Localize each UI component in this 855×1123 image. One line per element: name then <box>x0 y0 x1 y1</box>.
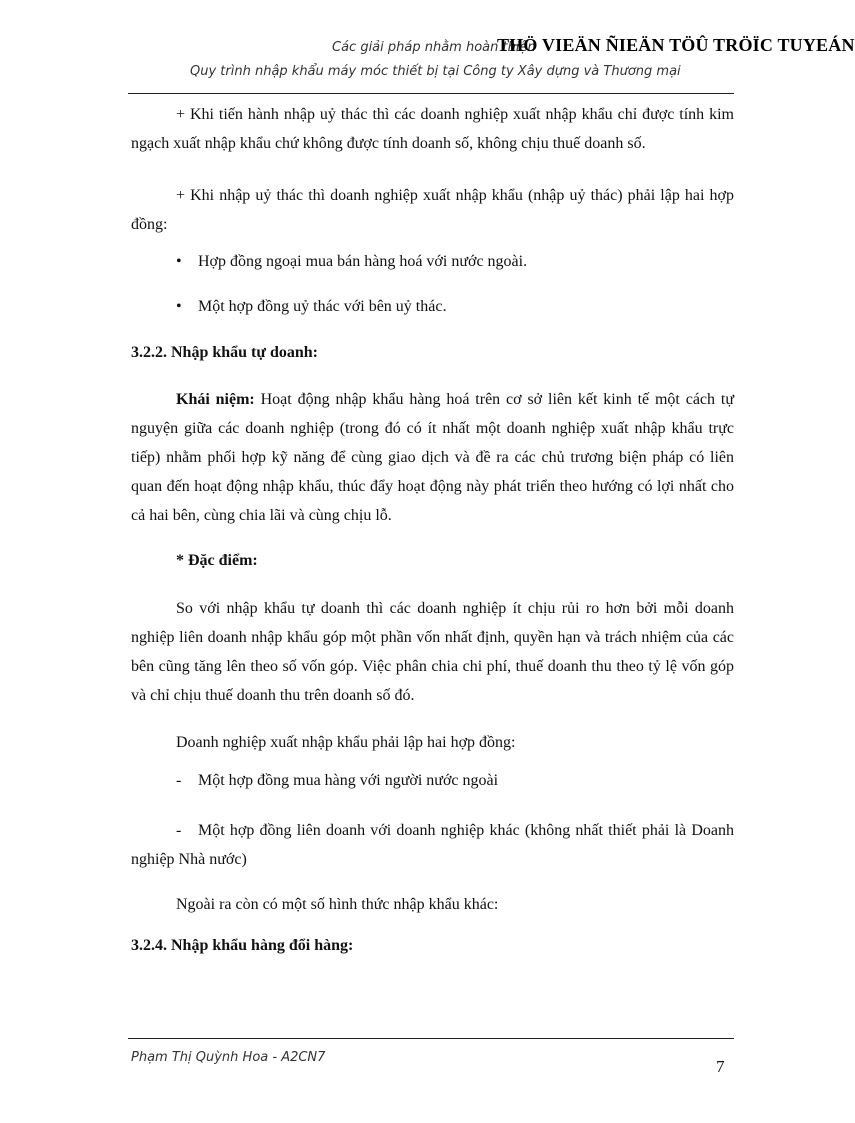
list-item-text: Một hợp đồng uỷ thác với bên uỷ thác. <box>198 298 447 315</box>
header-document-subtitle: Quy trình nhập khẩu máy móc thiết bị tại Công ty Xây dựng và Thương mại <box>190 64 681 79</box>
concept-text: Hoạt động nhập khẩu hàng hoá trên cơ sở liên kết kinh tế một cách tự nguyện giữa các doanh nghiệp (trong đó có ít nhất một doanh nghiệp xuất nhập khẩu trực tiếp) nhằm phối hợp kỹ năng để cùng giao dịch và đề ra các chủ trương biện pháp có liên quan đến hoạt động nhập khẩu, thúc đẩy hoạt động này phát triển theo hướng có lợi nhất cho cả hai bên, cùng chia lãi và cùng chịu lỗ. <box>131 391 735 524</box>
features-heading: * Đặc điểm: <box>176 552 258 569</box>
header-divider <box>128 93 734 94</box>
bullet-marker: • <box>176 253 182 270</box>
paragraph-contracts-intro: Doanh nghiệp xuất nhập khẩu phải lập hai hợp đồng: <box>176 734 516 751</box>
dash-marker: - <box>176 822 182 839</box>
footer-divider <box>128 1038 734 1039</box>
list-item <box>176 298 446 316</box>
section-heading-3-2-2: 3.2.2. Nhập khẩu tự doanh: <box>131 344 318 361</box>
paragraph-entrusted-import-contracts: + Khi nhập uỷ thác thì doanh nghiệp xuất nhập khẩu (nhập uỷ thác) phải lập hai hợp đồng: <box>131 187 734 233</box>
list-item <box>176 772 498 790</box>
paragraph-concept <box>131 385 734 530</box>
section-heading-3-2-4: 3.2.4. Nhập khẩu hàng đổi hàng: <box>131 937 354 954</box>
paragraph-features: So với nhập khẩu tự doanh thì các doanh nghiệp ít chịu rủi ro hơn bởi mỗi doanh nghiệp liên doanh nhập khẩu góp một phần vốn nhất định, quyền hạn và trách nhiệm của các bên cũng tăng lên theo số vốn góp. Việc phân chia chi phí, thuế doanh thu theo tỷ lệ vốn góp và chỉ chịu thuế doanh thu trên doanh số đó. <box>131 600 734 704</box>
dash-marker: - <box>176 772 182 789</box>
paragraph-other-forms: Ngoài ra còn có một số hình thức nhập khẩu khác: <box>176 896 499 913</box>
page-number: 7 <box>716 1057 725 1076</box>
paragraph-entrusted-import-turnover: + Khi tiến hành nhập uỷ thác thì các doanh nghiệp xuất nhập khẩu chỉ được tính kim ngạch xuất nhập khẩu chứ không được tính doanh số, không chịu thuế doanh số. <box>131 106 734 152</box>
list-item-text: Một hợp đồng mua hàng với người nước ngoài <box>198 772 499 789</box>
list-item-text: Hợp đồng ngoại mua bán hàng hoá với nước ngoài. <box>198 253 528 270</box>
bullet-marker: • <box>176 298 182 315</box>
list-item <box>131 816 734 874</box>
footer-author: Phạm Thị Quỳnh Hoa - A2CN7 <box>131 1050 326 1065</box>
list-item <box>176 253 527 271</box>
header-document-title: Các giải pháp nhằm hoàn thiện <box>332 40 536 55</box>
library-watermark: THÖ VIEÄN ÑIEÄN TÖÛ TRÖÏC TUYEÁN <box>497 35 855 55</box>
concept-label: Khái niệm: <box>176 391 255 408</box>
list-item-text: Một hợp đồng liên doanh với doanh nghiệp khác (không nhất thiết phải là Doanh nghiệp Nhà nước) <box>131 822 734 868</box>
